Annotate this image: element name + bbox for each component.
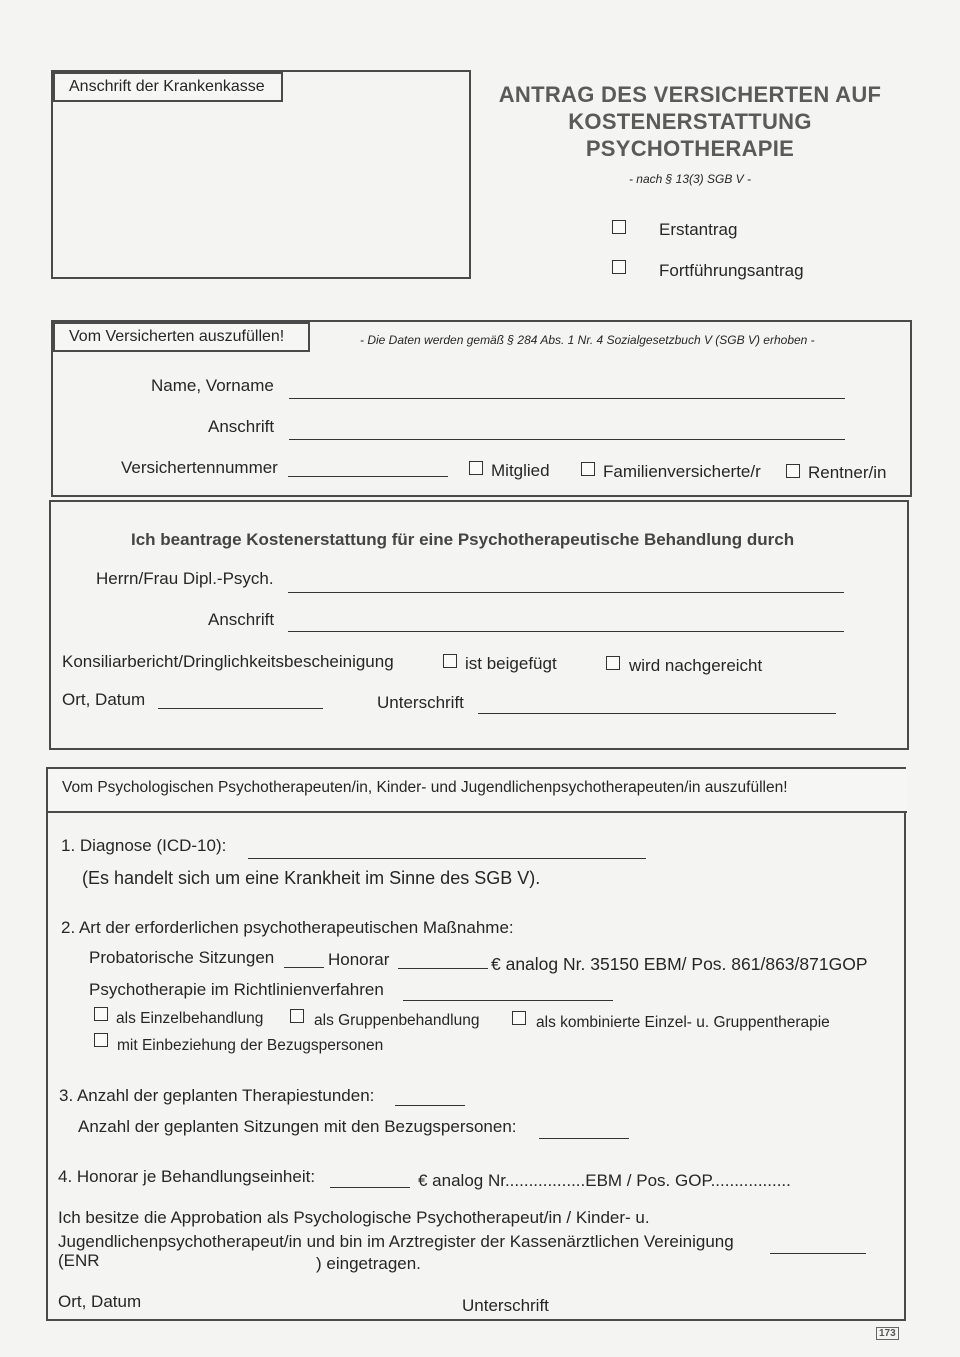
individual-treatment-label: als Einzelbehandlung xyxy=(116,1010,264,1027)
psychotherapy-method-field[interactable] xyxy=(403,1000,613,1001)
probatory-sessions-field[interactable] xyxy=(284,967,324,968)
therapist-section-tab: Vom Psychologischen Psychotherapeuten/in, Kinder- und Jugendlichenpsychotherapeuten/in auszufüllen! xyxy=(48,769,907,813)
fee-field[interactable] xyxy=(398,968,488,969)
insured-section-tab: Vom Versicherten auszufüllen! xyxy=(53,322,310,352)
fee-per-unit-field[interactable] xyxy=(330,1187,410,1188)
pensioner-label: Rentner/in xyxy=(808,463,887,482)
first-application-label: Erstantrag xyxy=(659,220,738,239)
diagnosis-field[interactable] xyxy=(248,858,646,859)
report-attached-label: ist beigefügt xyxy=(465,654,557,673)
pensioner-checkbox[interactable] xyxy=(786,464,800,478)
reference-sessions-label: Anzahl der geplanten Sitzungen mit den Bezugspersonen: xyxy=(78,1117,517,1136)
kv-region-field[interactable] xyxy=(770,1253,866,1254)
name-label: Name, Vorname xyxy=(151,376,274,395)
reference-persons-label: mit Einbeziehung der Bezugspersonen xyxy=(117,1037,384,1054)
diagnosis-note: (Es handelt sich um eine Krankheit im Sinne des SGB V). xyxy=(82,868,541,888)
report-later-checkbox[interactable] xyxy=(606,656,620,670)
continuation-application-checkbox[interactable] xyxy=(612,260,626,274)
insured-address-field[interactable] xyxy=(289,439,845,440)
combined-treatment-checkbox[interactable] xyxy=(512,1011,526,1025)
page-mark: 173 xyxy=(876,1327,899,1340)
report-attached-checkbox[interactable] xyxy=(443,654,457,668)
individual-treatment-checkbox[interactable] xyxy=(94,1007,108,1021)
place-date-label: Ort, Datum xyxy=(62,690,146,709)
insurance-number-field[interactable] xyxy=(288,476,448,477)
family-insured-label: Familienversicherte/r xyxy=(603,462,761,481)
continuation-application-label: Fortführungsantrag xyxy=(659,261,804,280)
signature-field[interactable] xyxy=(478,713,836,714)
fee-per-unit-suffix: € analog Nr.................EBM / Pos. GOP................. xyxy=(418,1171,791,1190)
insurer-address-label: Anschrift der Krankenkasse xyxy=(53,72,283,102)
member-label: Mitglied xyxy=(491,461,550,480)
combined-treatment-label: als kombinierte Einzel- u. Gruppentherapie xyxy=(536,1014,830,1031)
signature-label: Unterschrift xyxy=(377,693,464,712)
therapy-hours-field[interactable] xyxy=(395,1105,465,1106)
legal-reference: - nach § 13(3) SGB V - xyxy=(628,172,752,186)
first-application-checkbox[interactable] xyxy=(612,220,626,234)
declaration-line1: Ich besitze die Approbation als Psychologische Psychotherapeut/in / Kinder- u. xyxy=(58,1208,650,1227)
therapist-address-field[interactable] xyxy=(288,631,844,632)
therapist-address-label: Anschrift xyxy=(208,610,275,629)
report-label: Konsiliarbericht/Dringlichkeitsbescheinigung xyxy=(62,652,394,671)
form-title-line2: KOSTENERSTATTUNG xyxy=(568,109,812,134)
probatory-label: Probatorische Sitzungen xyxy=(89,948,275,967)
diagnosis-label: 1. Diagnose (ICD-10): xyxy=(61,836,227,855)
therapist-signature-label: Unterschrift xyxy=(462,1296,549,1315)
insured-address-label: Anschrift xyxy=(208,417,275,436)
therapy-hours-label: 3. Anzahl der geplanten Therapiestunden: xyxy=(59,1086,375,1105)
form-title-line3: PSYCHOTHERAPIE xyxy=(585,136,795,161)
name-field[interactable] xyxy=(289,398,845,399)
member-checkbox[interactable] xyxy=(469,461,483,475)
place-date-field[interactable] xyxy=(158,708,323,709)
report-later-label: wird nachgereicht xyxy=(629,656,763,675)
form-title-line1: ANTRAG DES VERSICHERTEN AUF xyxy=(498,82,882,107)
therapist-name-field[interactable] xyxy=(288,592,844,593)
declaration-enr-close: ) eingetragen. xyxy=(316,1254,421,1273)
application-heading: Ich beantrage Kostenerstattung für eine Psychotherapeutische Behandlung durch xyxy=(131,530,795,549)
declaration-enr-open: (ENR xyxy=(58,1251,100,1270)
measure-label: 2. Art der erforderlichen psychotherapeutischen Maßnahme: xyxy=(61,918,514,937)
family-insured-checkbox[interactable] xyxy=(581,462,595,476)
fee-per-unit-label: 4. Honorar je Behandlungseinheit: xyxy=(58,1167,316,1186)
insurance-number-label: Versichertennummer xyxy=(121,458,278,477)
declaration-line2: Jugendlichenpsychotherapeut/in und bin im Arztregister der Kassenärztlichen Vereinigung xyxy=(58,1232,734,1251)
fee-suffix: € analog Nr. 35150 EBM/ Pos. 861/863/871GOP xyxy=(491,954,868,974)
group-treatment-label: als Gruppenbehandlung xyxy=(314,1012,480,1029)
fee-label: Honorar xyxy=(328,950,390,969)
reference-sessions-field[interactable] xyxy=(539,1138,629,1139)
reference-persons-checkbox[interactable] xyxy=(94,1033,108,1047)
group-treatment-checkbox[interactable] xyxy=(290,1009,304,1023)
psychotherapy-label: Psychotherapie im Richtlinienverfahren xyxy=(89,980,384,999)
therapist-place-date-label: Ort, Datum xyxy=(58,1292,142,1311)
data-protection-note: - Die Daten werden gemäß § 284 Abs. 1 Nr. 4 Sozialgesetzbuch V (SGB V) erhoben - xyxy=(360,333,815,347)
therapist-label: Herrn/Frau Dipl.-Psych. xyxy=(96,569,274,588)
